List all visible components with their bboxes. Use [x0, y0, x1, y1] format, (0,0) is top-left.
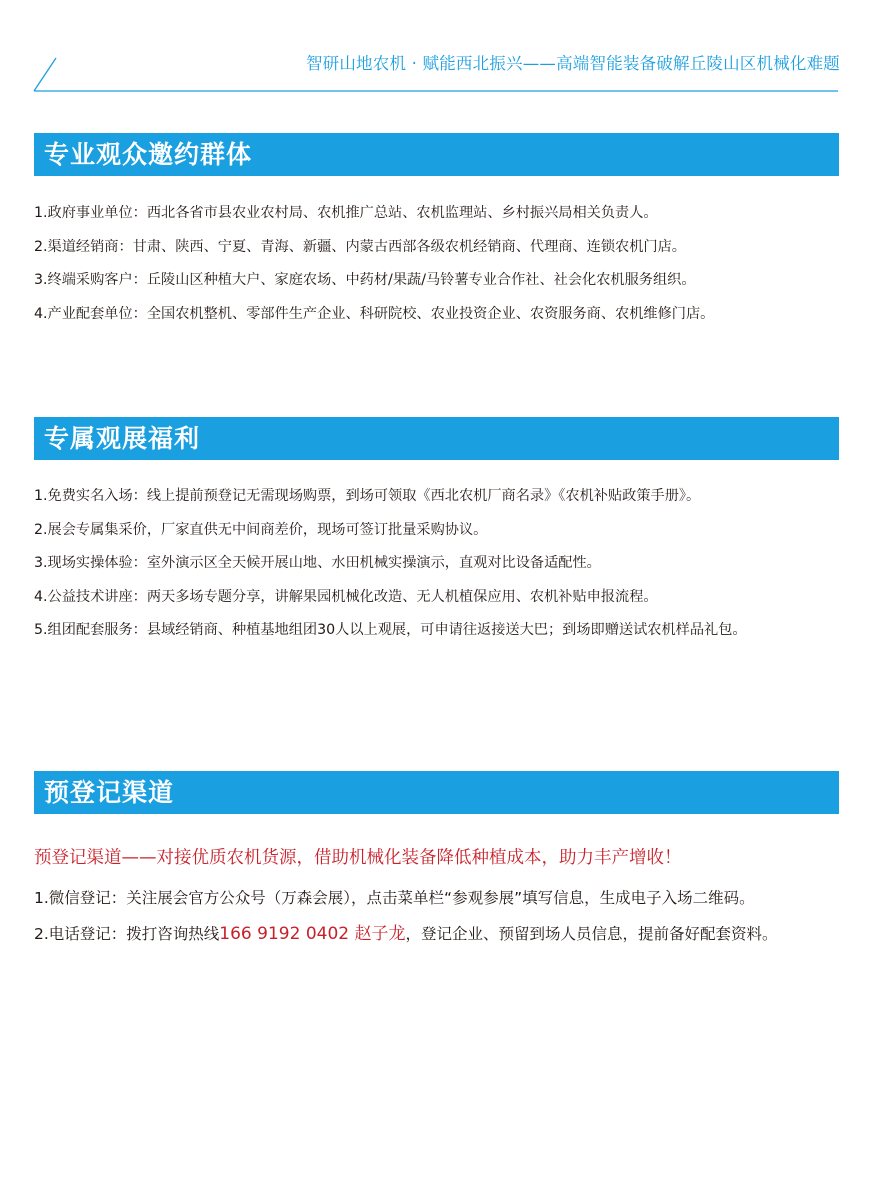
list-item: 3.现场实操体验：室外演示区全天候开展山地、水田机械实操演示，直观对比设备适配性。 [34, 555, 601, 571]
list-item: 2.渠道经销商：甘肃、陕西、宁夏、青海、新疆、内蒙古西部各级农机经销商、代理商、连锁农机门店。 [34, 238, 686, 255]
phone-hotline: 166 9192 0402 赵子龙 [219, 924, 406, 944]
audience-list [34, 197, 842, 331]
phone-registration [34, 916, 844, 952]
list-item: 4.公益技术讲座：两天多场专题分享，讲解果园机械化改造、无人机植保应用、农机补贴申报流程。 [34, 588, 658, 605]
list-item: 3.终端采购客户：丘陵山区种植大户、家庭农场、中药材/果蔬/马铃薯专业合作社、社会化农机服务组织。 [34, 272, 696, 288]
list-item: 2.展会专属集采价，厂家直供无中间商差价，现场可签订批量采购协议。 [34, 521, 488, 538]
wechat-registration: 1.微信登记：关注展会官方公众号（万森会展），点击菜单栏“参观参展”填写信息，生成电子入场二维码。 [34, 889, 755, 907]
section-heading-benefits [34, 417, 839, 460]
benefits-list [34, 480, 842, 648]
page-header [0, 0, 874, 100]
phone-prefix: 2.电话登记：拨打咨询热线 [34, 925, 220, 943]
phone-suffix: ，登记企业、预留到场人员信息，提前备好配套资料。 [405, 925, 778, 943]
registration-lead: 预登记渠道——对接优质农机货源，借助机械化装备降低种植成本，助力丰产增收！ [34, 848, 682, 868]
section-heading-registration [34, 771, 839, 814]
registration-list [34, 880, 844, 952]
section-heading-label: 专业观众邀约群体 [44, 140, 253, 169]
header-title: 智研山地农机 · 赋能西北振兴——高端智能装备破解丘陵山区机械化难题 [305, 54, 840, 73]
list-item: 1.免费实名入场：线上提前预登记无需现场购票，到场可领取《西北农机厂商名录》《农机补贴政策手册》。 [34, 488, 701, 504]
list-item: 5.组团配套服务：县域经销商、种植基地组团30人以上观展，可申请往返接送大巴；到场即赠送试农机样品礼包。 [34, 622, 747, 638]
list-item: 1.政府事业单位：西北各省市县农业农村局、农机推广总站、农机监理站、乡村振兴局相关负责人。 [34, 205, 658, 221]
section-heading-label: 专属观展福利 [44, 424, 201, 453]
section-heading-audience [34, 133, 839, 176]
section-heading-label: 预登记渠道 [44, 778, 175, 807]
list-item: 4.产业配套单位：全国农机整机、零部件生产企业、科研院校、农业投资企业、农资服务商、农机维修门店。 [34, 305, 715, 322]
